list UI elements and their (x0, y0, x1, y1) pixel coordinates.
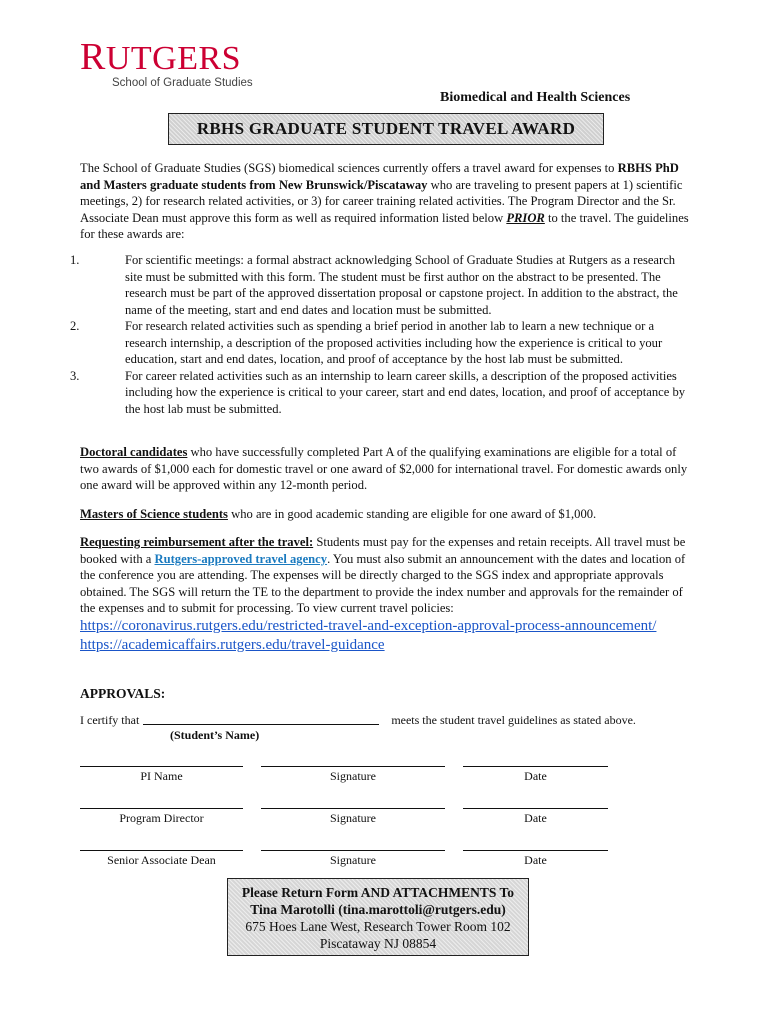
certify-suffix: meets the student travel guidelines as stated above. (391, 713, 636, 727)
return-address-line-2: Piscataway NJ 08854 (319, 936, 437, 951)
list-number: 1. (70, 253, 80, 267)
pi-date-label: Date (524, 769, 547, 783)
certify-line (80, 712, 636, 728)
senior-associate-dean-field[interactable] (80, 850, 243, 868)
program-director-signature-field[interactable] (261, 808, 445, 826)
intro-text-1: The School of Graduate Studies (SGS) biomedical sciences currently offers a travel award for expenses to (80, 161, 618, 175)
list-number: 3. (70, 368, 80, 383)
student-name-field[interactable] (143, 712, 379, 725)
intro-paragraph (80, 160, 690, 243)
guidelines-list (70, 252, 690, 417)
program-director-date-field[interactable] (463, 808, 608, 826)
senior-associate-dean-date-label: Date (524, 853, 547, 867)
doctoral-paragraph (80, 444, 690, 494)
pi-name-label: PI Name (140, 769, 183, 783)
return-address-line-1: 675 Hoes Lane West, Research Tower Room 102 (245, 919, 511, 934)
list-text: For research related activities such as spending a brief period in another lab to learn a new technique or a research internship, a description of the proposed activities including how the experience is critical to your education, start and end dates, location, and proof of acceptance by the host lab must be submitted. (125, 319, 663, 366)
senior-associate-dean-date-field[interactable] (463, 850, 608, 868)
senior-associate-dean-signature-label: Signature (330, 853, 376, 867)
page-title: RBHS GRADUATE STUDENT TRAVEL AWARD (196, 119, 576, 138)
reimbursement-label: Requesting reimbursement after the travel: (80, 535, 314, 549)
pi-signature-field[interactable] (261, 766, 445, 784)
pi-date-field[interactable] (463, 766, 608, 784)
pi-name-field[interactable] (80, 766, 243, 784)
intro-bold-text: RBHS PhD and Masters graduate students from New Brunswick/Piscataway (80, 161, 679, 192)
senior-associate-dean-label: Senior Associate Dean (107, 853, 216, 867)
list-text: For career related activities such as an internship to learn career skills, a description of the proposed activities including how the experience is critical to your career, start and end dates, location, and proof of acceptance by the host lab must be submitted. (125, 368, 686, 416)
pi-signature-label: Signature (330, 769, 376, 783)
list-item (70, 368, 690, 418)
title-banner (168, 113, 604, 145)
student-name-label: (Student’s Name) (170, 728, 260, 742)
prior-emphasis: PRIOR (506, 210, 545, 225)
program-director-field[interactable] (80, 808, 243, 826)
intro-text-3: to the travel. The guidelines for these awards are: (80, 210, 689, 241)
rutgers-logo (80, 36, 242, 78)
list-item (70, 318, 690, 368)
approvals-heading: APPROVALS: (80, 686, 166, 701)
program-director-date-label: Date (524, 811, 547, 825)
masters-label: Masters of Science students (80, 507, 228, 521)
reimbursement-text-2: . You must also submit an announcement with the dates and location of the conference you are attending. The expenses will be directly charged to the SGS index and appropriate approvals obtained. The SGS will return the TE to the department to provide the index number and approvals for the remainder of the expenses and to submit for processing. To view current travel policies: (80, 551, 686, 615)
return-instruction: Please Return Form AND ATTACHMENTS To (241, 885, 515, 900)
program-director-label: Program Director (119, 811, 204, 825)
doctoral-text: who have successfully completed Part A of the qualifying examinations are eligible for a total of two awards of $1,000 each for domestic travel or one award of $2,000 for international travel. For domestic awards only one award will be approved within any 12-month period. (80, 445, 688, 492)
list-text: For scientific meetings: a formal abstract acknowledging School of Graduate Studies at Rutgers as a research site must be submitted with this form. The student must be first author on the abstract to be presented. The research must be part of the approved dissertation proposal or capstone project. In addition to the abstract, the name of the meeting, start and end dates and location must be submitted. (125, 253, 678, 317)
department-name: Biomedical and Health Sciences (440, 90, 631, 105)
return-form-box (227, 878, 529, 956)
travel-policy-link-1[interactable]: https://coronavirus.rutgers.edu/restricted-travel-and-exception-approval-process-announcement/ (80, 617, 657, 634)
intro-text-2: who are traveling to present papers at 1) scientific meetings, 2) for research related activities, or 3) for career training related activities. The Program Director and the Sr. Associate Dean must approve this form as well as required information listed below (80, 177, 683, 225)
doctoral-label: Doctoral candidates (80, 445, 188, 459)
certify-prefix: I certify that (80, 713, 140, 727)
travel-policy-link-2[interactable]: https://academicaffairs.rutgers.edu/travel-guidance (80, 636, 385, 653)
masters-text: who are in good academic standing are eligible for one award of $1,000. (227, 507, 597, 521)
program-director-signature-label: Signature (330, 811, 376, 825)
masters-paragraph (80, 506, 690, 523)
list-item (70, 252, 690, 318)
list-number: 2. (70, 319, 80, 333)
logo-first-letter: R (80, 36, 106, 78)
reimbursement-paragraph (80, 534, 690, 655)
travel-agency-link[interactable]: Rutgers-approved travel agency (154, 551, 328, 566)
return-contact: Tina Marotolli (tina.marottoli@rutgers.edu) (250, 902, 506, 917)
logo-subtitle: School of Graduate Studies (112, 77, 253, 89)
logo-rest: UTGERS (105, 40, 242, 77)
senior-associate-dean-signature-field[interactable] (261, 850, 445, 868)
reimbursement-text-1: Students must pay for the expenses and retain receipts. All travel must be booked with a (80, 535, 686, 566)
